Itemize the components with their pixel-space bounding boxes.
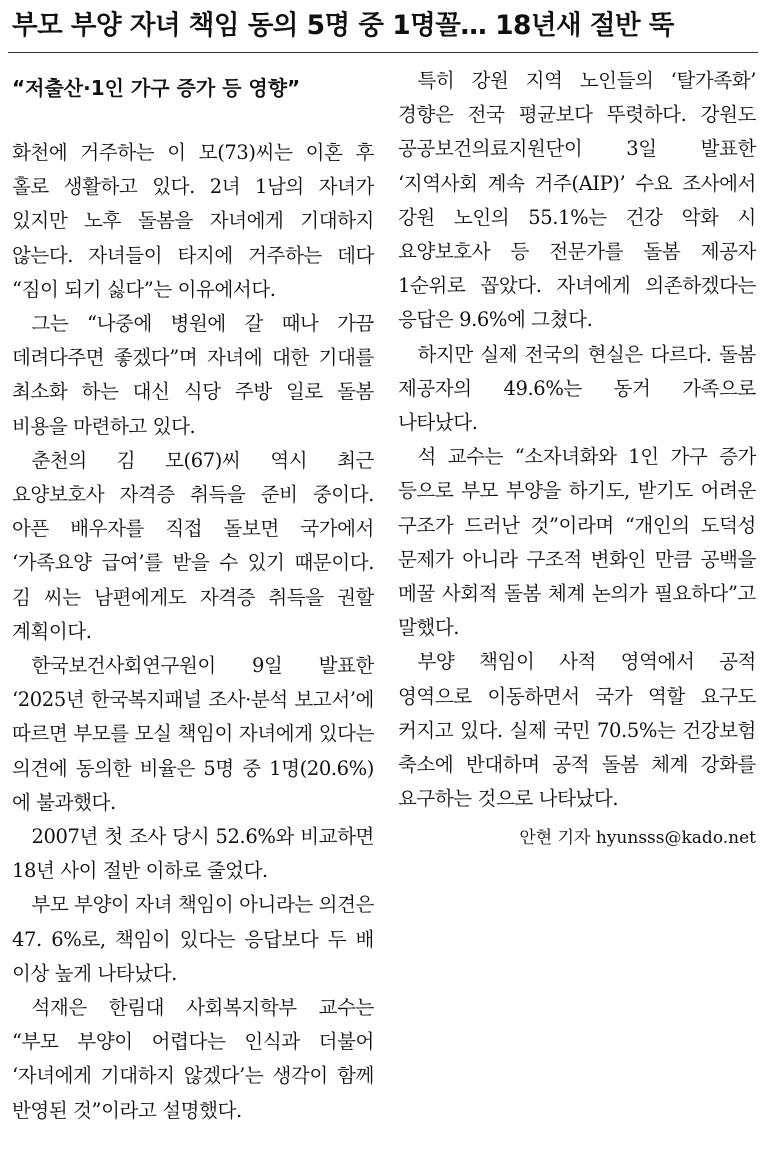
article-paragraph: 화천에 거주하는 이 모(73)씨는 이혼 후 홀로 생활하고 있다. 2녀 1남의 자녀가 있지만 노후 돌봄을 자녀에게 기대하지 않는다. 자녀들이 타지에 거주하는 데다 “짐이 되기 싫다”는 이유에서다. — [12, 141, 374, 301]
left-column — [12, 64, 374, 1128]
byline-name: 안현 기자 — [519, 828, 591, 849]
right-column — [398, 64, 756, 852]
article-paragraph: 한국보건사회연구원이 9일 발표한 ‘2025년 한국복지패널 조사·분석 보고서’에 따르면 부모를 모실 책임이 자녀에게 있다는 의견에 동의한 비율은 5명 중 1명(20.6%)에 불과했다. — [12, 654, 374, 814]
article-paragraph: 하지만 실제 전국의 현실은 다르다. 돌봄 제공자의 49.6%는 동거 가족으로 나타났다. — [398, 342, 756, 435]
headline: 부모 부양 자녀 책임 동의 5명 중 1명꼴… 18년새 절반 뚝 — [12, 10, 674, 41]
article-paragraph: 춘천의 김 모(67)씨 역시 최근 요양보호사 자격증 취득을 준비 중이다. 아픈 배우자를 직접 돌보면 국가에서 ‘가족요양 급여’를 받을 수 있기 때문이다. 김 씨는 남편에게도 자격증 취득을 권할 계획이다. — [12, 448, 374, 643]
article-paragraph: 부모 부양이 자녀 책임이 아니라는 의견은 47. 6%로, 책임이 있다는 응답보다 두 배 이상 높게 나타났다. — [12, 893, 374, 985]
article-paragraph: 석 교수는 “소자녀화와 1인 가구 증가 등으로 부모 부양을 하기도, 받기도 어려운 구조가 드러난 것”이라며 “개인의 도덕성 문제가 아니라 구조적 변화인 만큼 공백을 메꿀 사회적 돌봄 체계 논의가 필요하다”고 말했다. — [398, 445, 756, 640]
subheadline: “저출산·1인 가구 증가 등 영향” — [12, 76, 301, 100]
article-paragraph: 석재은 한림대 사회복지학부 교수는 “부모 부양이 어렵다는 인식과 더불어 ‘자녀에게 기대하지 않겠다’는 생각이 함께 반영된 것”이라고 설명했다. — [12, 996, 374, 1122]
article-paragraph: 특히 강원 지역 노인들의 ‘탈가족화’ 경향은 전국 평균보다 뚜렷하다. 강원도 공공보건의료지원단이 3일 발표한 ‘지역사회 계속 거주(AIP)’ 수요 조사에서 강원 노인의 55.1%는 건강 악화 시 요양보호사 등 전문가를 돌봄 제공자 1순위로 꼽았다. 자녀에게 의존하겠다는 응답은 9.6%에 그쳤다. — [398, 69, 756, 332]
byline-email: hyunsss@kado.net — [595, 828, 756, 849]
article-paragraph: 부양 책임이 사적 영역에서 공적 영역으로 이동하면서 국가 역할 요구도 커지고 있다. 실제 국민 70.5%는 건강보험 축소에 반대하며 공적 돌봄 체계 강화를 요구하는 것으로 나타났다. — [398, 650, 756, 811]
headline-rule — [8, 52, 758, 53]
article-paragraph: 2007년 첫 조사 당시 52.6%와 비교하면 18년 사이 절반 이하로 줄었다. — [12, 825, 374, 883]
article-paragraph: 그는 “나중에 병원에 갈 때나 가끔 데려다주면 좋겠다”며 자녀에 대한 기대를 최소화 하는 대신 식당 주방 일로 돌봄 비용을 마련하고 있다. — [12, 312, 374, 438]
byline — [398, 824, 756, 852]
